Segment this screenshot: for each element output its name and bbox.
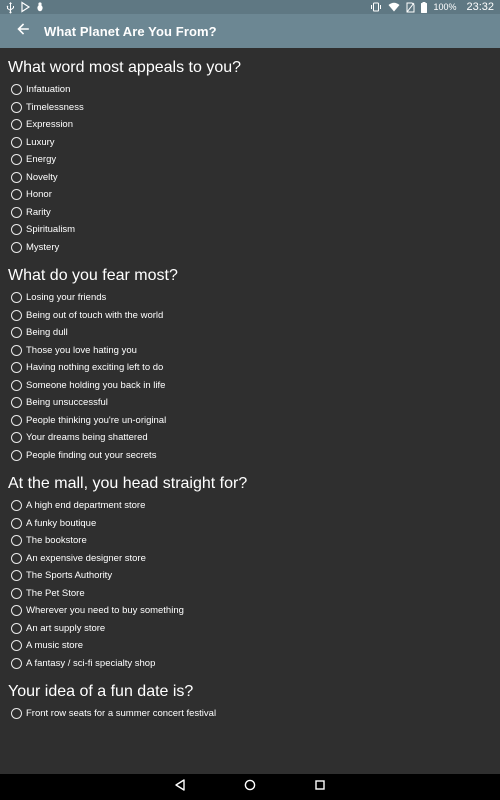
answer-option-label: A funky boutique [26,517,97,529]
answer-option-label: Front row seats for a summer concert festival [26,708,217,720]
radio-button-icon[interactable] [11,102,22,113]
answer-option-label: A high end department store [26,500,146,512]
answer-option[interactable] [0,186,500,204]
radio-button-icon[interactable] [11,397,22,408]
answer-option[interactable] [0,515,500,533]
answer-option-label: The Sports Authority [26,570,113,582]
answer-option-label: Luxury [26,136,55,148]
answer-option[interactable] [0,99,500,117]
answer-option[interactable] [0,447,500,465]
radio-button-icon[interactable] [11,570,22,581]
answer-option-label: Having nothing exciting left to do [26,362,164,374]
page-title: What Planet Are You From? [44,23,217,39]
radio-button-icon[interactable] [11,708,22,719]
radio-button-icon[interactable] [11,172,22,183]
play-store-icon [21,2,30,12]
answer-option-label: People thinking you're un-original [26,414,167,426]
radio-button-icon[interactable] [11,605,22,616]
bug-icon [36,2,44,12]
answer-option[interactable] [0,307,500,325]
radio-button-icon[interactable] [11,588,22,599]
radio-button-icon[interactable] [11,500,22,511]
answer-option[interactable] [0,655,500,673]
answer-option[interactable] [0,705,500,723]
answer-option[interactable] [0,134,500,152]
answer-option-label: Honor [26,189,52,201]
answer-option[interactable] [0,497,500,515]
answer-option[interactable] [0,567,500,585]
answer-option-label: Wherever you need to buy something [26,605,184,617]
answer-option-label: Being dull [26,327,68,339]
answer-option[interactable] [0,169,500,187]
radio-button-icon[interactable] [11,224,22,235]
answer-option-label: Those you love hating you [26,344,137,356]
question-section [0,48,500,256]
answer-option[interactable] [0,394,500,412]
question-title: Your idea of a fun date is? [8,683,194,700]
answer-option-label: Rarity [26,206,51,218]
radio-button-icon[interactable] [11,345,22,356]
navigation-bar [0,774,500,800]
answer-option-label: Being out of touch with the world [26,309,164,321]
answer-option-label: Losing your friends [26,292,107,304]
answer-option-label: An art supply store [26,622,106,634]
answer-option-label: Your dreams being shattered [26,432,148,444]
arrow-back-icon [17,22,29,40]
answer-option-label: Infatuation [26,84,71,96]
answer-option-label: Someone holding you back in life [26,379,166,391]
radio-button-icon[interactable] [11,84,22,95]
answer-option-label: An expensive designer store [26,552,146,564]
radio-button-icon[interactable] [11,535,22,546]
question-title: What word most appeals to you? [8,59,242,76]
answer-option[interactable] [0,116,500,134]
nav-back-button[interactable] [172,779,188,795]
nav-home-button[interactable] [242,779,258,795]
answer-option[interactable] [0,412,500,430]
radio-button-icon[interactable] [11,380,22,391]
question-section [0,256,500,464]
answer-option[interactable] [0,359,500,377]
question-title: At the mall, you head straight for? [8,475,248,492]
nav-home-icon [244,778,256,796]
radio-button-icon[interactable] [11,450,22,461]
quiz-list[interactable] [0,48,500,724]
answer-option[interactable] [0,602,500,620]
answer-option[interactable] [0,221,500,239]
radio-button-icon[interactable] [11,119,22,130]
radio-button-icon[interactable] [11,362,22,373]
radio-button-icon[interactable] [11,658,22,669]
answer-option-label: A music store [26,640,84,652]
vibrate-icon [370,2,382,12]
radio-button-icon[interactable] [11,207,22,218]
answer-option-label: Expression [26,119,73,131]
battery-percent: 100% [433,2,457,12]
answer-option-label: Energy [26,154,57,166]
battery-icon [421,2,427,13]
nav-back-icon [174,778,186,796]
answer-option[interactable] [0,151,500,169]
answer-option[interactable] [0,429,500,447]
answer-option[interactable] [0,324,500,342]
radio-button-icon[interactable] [11,640,22,651]
answer-option[interactable] [0,204,500,222]
radio-button-icon[interactable] [11,415,22,426]
answer-option[interactable] [0,377,500,395]
back-button[interactable] [11,19,35,43]
radio-button-icon[interactable] [11,137,22,148]
answer-option[interactable] [0,532,500,550]
wifi-icon [388,2,400,12]
answer-option[interactable] [0,550,500,568]
radio-button-icon[interactable] [11,292,22,303]
status-left-icons [6,1,44,13]
radio-button-icon[interactable] [11,432,22,443]
answer-option[interactable] [0,637,500,655]
bottom-spacer [0,724,500,774]
nav-recents-button[interactable] [312,779,328,795]
answer-option-label: Novelty [26,171,58,183]
answer-option-label: Timelessness [26,101,84,113]
answer-option-label: Mystery [26,241,60,253]
answer-option-label: The bookstore [26,535,87,547]
answer-option[interactable] [0,239,500,257]
nav-recents-icon [314,778,326,796]
radio-button-icon[interactable] [11,154,22,165]
status-right-area [370,1,494,13]
radio-button-icon[interactable] [11,518,22,529]
radio-button-icon[interactable] [11,242,22,253]
radio-button-icon[interactable] [11,553,22,564]
clock: 23:32 [466,1,494,13]
radio-button-icon[interactable] [11,623,22,634]
answer-option-label: Spiritualism [26,224,76,236]
answer-option[interactable] [0,342,500,360]
radio-button-icon[interactable] [11,327,22,338]
answer-option-label: A fantasy / sci-fi specialty shop [26,657,156,669]
question-section [0,464,500,672]
answer-option[interactable] [0,289,500,307]
answer-option-label: Being unsuccessful [26,397,108,409]
usb-icon [6,2,15,13]
status-bar [0,0,500,14]
answer-option[interactable] [0,585,500,603]
answer-option[interactable] [0,620,500,638]
question-title: What do you fear most? [8,267,178,284]
answer-option-label: The Pet Store [26,587,85,599]
radio-button-icon[interactable] [11,189,22,200]
app-bar [0,14,500,48]
radio-button-icon[interactable] [11,310,22,321]
answer-option[interactable] [0,81,500,99]
no-sim-icon [406,2,415,13]
answer-option-label: People finding out your secrets [26,449,157,461]
